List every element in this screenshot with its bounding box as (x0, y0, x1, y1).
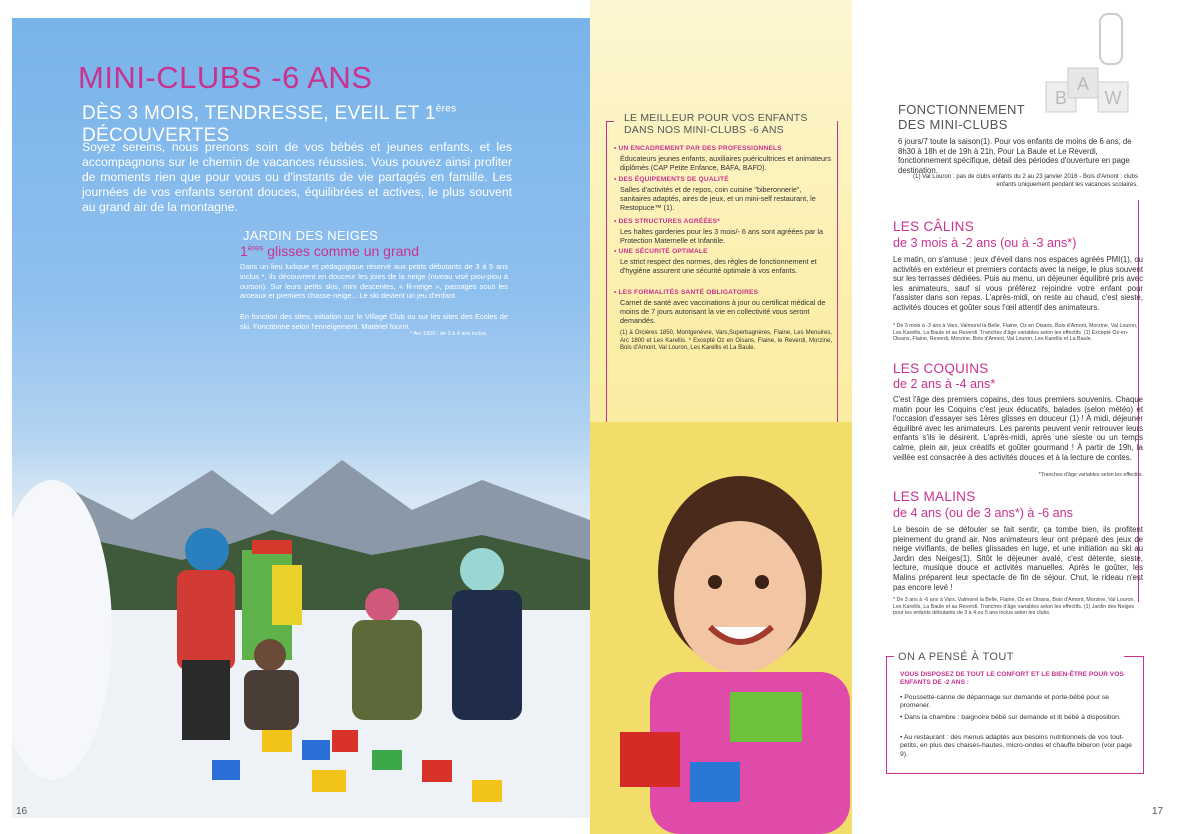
subtitle-end: DÉCOUVERTES (82, 125, 230, 146)
section-heading: • UNE SÉCURITÉ OPTIMALE (614, 248, 708, 255)
on-a-pense-lead: VOUS DISPOSEZ DE TOUT LE CONFORT ET LE BIEN-ÊTRE POUR VOS ENFANTS DE -2 ANS : (900, 671, 1124, 687)
block-letter-b: B (1054, 88, 1068, 108)
section-text: Le strict respect des normes, des règles de fonctionnement et d'hygiène assurent une sécurité optimale à vos enfants. (620, 257, 817, 276)
intro-paragraph: Soyez sereins, nous prenons soin de vos bébés et jeunes enfants, et les accompagnons sur le chemin de vacances réussies. Vous pouvez ainsi profiter de moments rien que pour vous ou d'instants de vie partagés en famille. Les journées de vos enfants seront douces, équilibrées et actives, le plus souvent au grand air de la montagne. (82, 140, 512, 214)
list-item: • Au restaurant : des menus adaptés aux besoins nutritionnels de vos tout-petits, en plus des chaises-hautes, micro-ondes et chauffe biberon (voir page 9). (900, 734, 1132, 758)
fonctionnement-note: (1) Val Louron : pas de clubs enfants du 2 au 23 janvier 2016 - Bois d'Amont : clubs enfants uniquement pendant les vacances scolaires. (913, 173, 1138, 188)
fonc-title-line-1: FONCTIONNEMENT (898, 102, 1025, 117)
section-text: Salles d'activités et de repos, coin cuisine "biberonnerie", sanitaires adaptés, aires de jeux, et un mini-self restaurant, le Restopuce™ (1). (620, 185, 816, 213)
jardin-sub-num: 1 (240, 243, 248, 259)
middle-footnote: (1) à Orcières 1850, Montgenèvre, Vars,Superbagnères, Flaine, Les Menuires, Arc 1800 et Les Karellis. * Excepté Oz en Oisans, Flaine, le Reverdi, Morzine, Bois d'Amont, Val Louron, Les Karellis et La Baule. (620, 330, 832, 352)
fonctionnement-title (898, 102, 1025, 132)
child-illustration (590, 422, 852, 834)
list-item: • Poussette-canne de dépannage sur demande et porte-bébé pour se promener. (900, 694, 1110, 710)
malins-body: Le besoin de se défouler se fait sentir, ça tombe bien, ils profitent pleinement du grand air. Nos animateurs leur ont préparé des jeux de neige vivifiants, de belles glissades en luge, et une initiation au ski au Jardin des Neiges(1). Sitôt le déjeuner avalé, c'est détente, sieste, lecture, musique douce et activités manuelles. Après le goûter, les Malins préparent leur spectacle de fin de séjour. Chut, le rideau n'est pas encore levé ! (893, 525, 1143, 592)
coquins-title: LES COQUINS (893, 361, 989, 376)
best-title-line-1: LE MEILLEUR POUR VOS ENFANTS (624, 112, 808, 124)
coquins-subtitle: de 2 ans à -4 ans* (893, 377, 996, 391)
list-item: • Dans la chambre : baignoire bébé sur demande et lit bébé à disposition. (900, 714, 1121, 721)
jardin-sub-text: glisses comme un grand (263, 243, 419, 259)
section-text: Carnet de santé avec vaccinations à jour ou certificat médical de moins de 7 jours autorisant la vie en collectivité vous seront demandés. (620, 298, 826, 326)
malins-subtitle: de 4 ans (ou de 3 ans*) à -6 ans (893, 506, 1073, 520)
section-heading: • UN ENCADREMENT PAR DES PROFESSIONNELS (614, 145, 782, 152)
calins-subtitle: de 3 mois à -2 ans (ou à -3 ans*) (893, 236, 1077, 250)
jardin-subtitle (240, 243, 419, 259)
photo-child-smiling (590, 422, 852, 834)
calins-title: LES CÂLINS (893, 219, 975, 234)
section-heading: • LES FORMALITÉS SANTÉ OBLIGATOIRES (614, 289, 759, 296)
page-title: MINI-CLUBS -6 ANS (78, 60, 373, 95)
jardin-title: JARDIN DES NEIGES (243, 228, 379, 243)
baby-blocks-icon (1038, 10, 1138, 122)
fonctionnement-body: 6 jours/7 toute la saison(1). Pour vos enfants de moins de 6 ans, de 8h30 à 18h et de 19h à 21h. Pour La Baule et Le Reverdi, fonctionnement spécifique, détail des périodes d'ouverture en page destination. (898, 137, 1132, 175)
coquins-body: C'est l'âge des premiers copains, des tous premiers souvenirs. Chaque matin pour les Coquins c'est jeux éducatifs, balades (selon météo) et l'occasion d'essayer ses 1ères glisses en douceur (1) ! À midi, déjeuner équilibré avec les animateurs. Les parents peuvent venir retrouver leurs enfants s'ils le désirent. L'après-midi, après une sieste ou un temps calme, plein air, jeux créatifs et goûter gourmand ! À partir de 19h, la veillée est consacrée à des activités douces et à la lecture de contes. (893, 395, 1143, 462)
jardin-note: * Arc 1800 : de 3 à 4 ans inclus. (410, 331, 488, 337)
block-letter-w: W (1104, 88, 1122, 108)
on-a-pense-title: ON A PENSÉ À TOUT (898, 651, 1014, 663)
block-letter-a: A (1076, 74, 1090, 94)
best-title-line-2: DANS NOS MINI-CLUBS -6 ANS (624, 124, 784, 136)
section-heading: • DES ÉQUIPEMENTS DE QUALITÉ (614, 176, 729, 183)
malins-note: * De 3 ans à -6 ans à Vars, Valmorel la Belle, Flaine, Oz en Oisans, Bois d'Amont, Morzine, Val Louron, Les Karellis, La Baule et au Reverdi. Tranches d'âge variables selon les effectifs. (1) Jardin des Neiges pour les enfants débutants de 3 à 4 ou 5 ans inclus selon les clubs. (893, 597, 1135, 617)
page-number-left: 16 (16, 806, 28, 817)
photo-children-snow (12, 430, 590, 818)
jardin-paragraph-2: En fonction des sites, initiation sur le Village Club ou sur les sites des Ecoles de ski. Fonctionne selon l'enneigement. Matériel fourni. (240, 312, 508, 331)
section-text: Éducateurs jeunes enfants, auxiliaires puéricultrices et animateurs diplômés (CAP Petite Enfance, BAFA, BAFD). (620, 154, 831, 173)
section-text: Les haltes garderies pour les 3 mois/- 6 ans sont agréées par la Protection Maternelle et Infantile. (620, 227, 823, 246)
section-heading: • DES STRUCTURES AGRÉÉES* (614, 218, 720, 225)
jardin-paragraph-1: Dans un lieu ludique et pédagogique réservé aux petits débutants de 3 à 5 ans inclus *, ils découvrent en douceur les joies de la neige (niveau visé piou-piou à ourson). Sur leurs petits skis, mini descentes, « fil-neige », passages sous les arceaux et premiers chasse-neige... Le ski devient un jeu d'enfant. (240, 262, 508, 301)
subtitle-sup: ères (435, 103, 457, 115)
snow-scene-illustration (12, 430, 590, 818)
best-for-kids-title (624, 112, 808, 136)
calins-body: Le matin, on s'amuse : jeux d'éveil dans nos espaces agréés PMI(1), ou activités en extérieur et premiers contacts avec la neige, le plus souvent sur les terrasses dédiées. Puis au menu, un déjeuner équilibré pris avec les animateurs, sauf si vous préférez rejoindre votre enfant pour l'assister dans son repas. L'après-midi, on reste au chaud, c'est sieste, activités douces et goûter sous l'œil attentif des animateurs. (893, 255, 1143, 312)
page-number-right: 17 (1152, 806, 1164, 817)
subtitle-text: DÈS 3 MOIS, TENDRESSE, EVEIL ET 1 (82, 103, 436, 124)
malins-title: LES MALINS (893, 489, 976, 504)
calins-note: * De 3 mois à -3 ans à Vars, Valmorel la Belle, Flaine, Oz en Oisans, Bois d'Amont, Morzine, Val Louron, Les Karellis, La Baule et au Reverdi. Tranches d'âge variables selon les effectifs. (1) Excepté Oz-en-Oisans, Flaine, Reverdi, Morzine, Bois d'Amont, Val Louron, Les Karellis et La Baule. (893, 323, 1138, 343)
fonc-title-line-2: DES MINI-CLUBS (898, 117, 1008, 132)
coquins-note: *Tranches d'âge variables selon les effectifs. (1038, 472, 1143, 478)
jardin-sub-sup: ères (247, 243, 264, 253)
